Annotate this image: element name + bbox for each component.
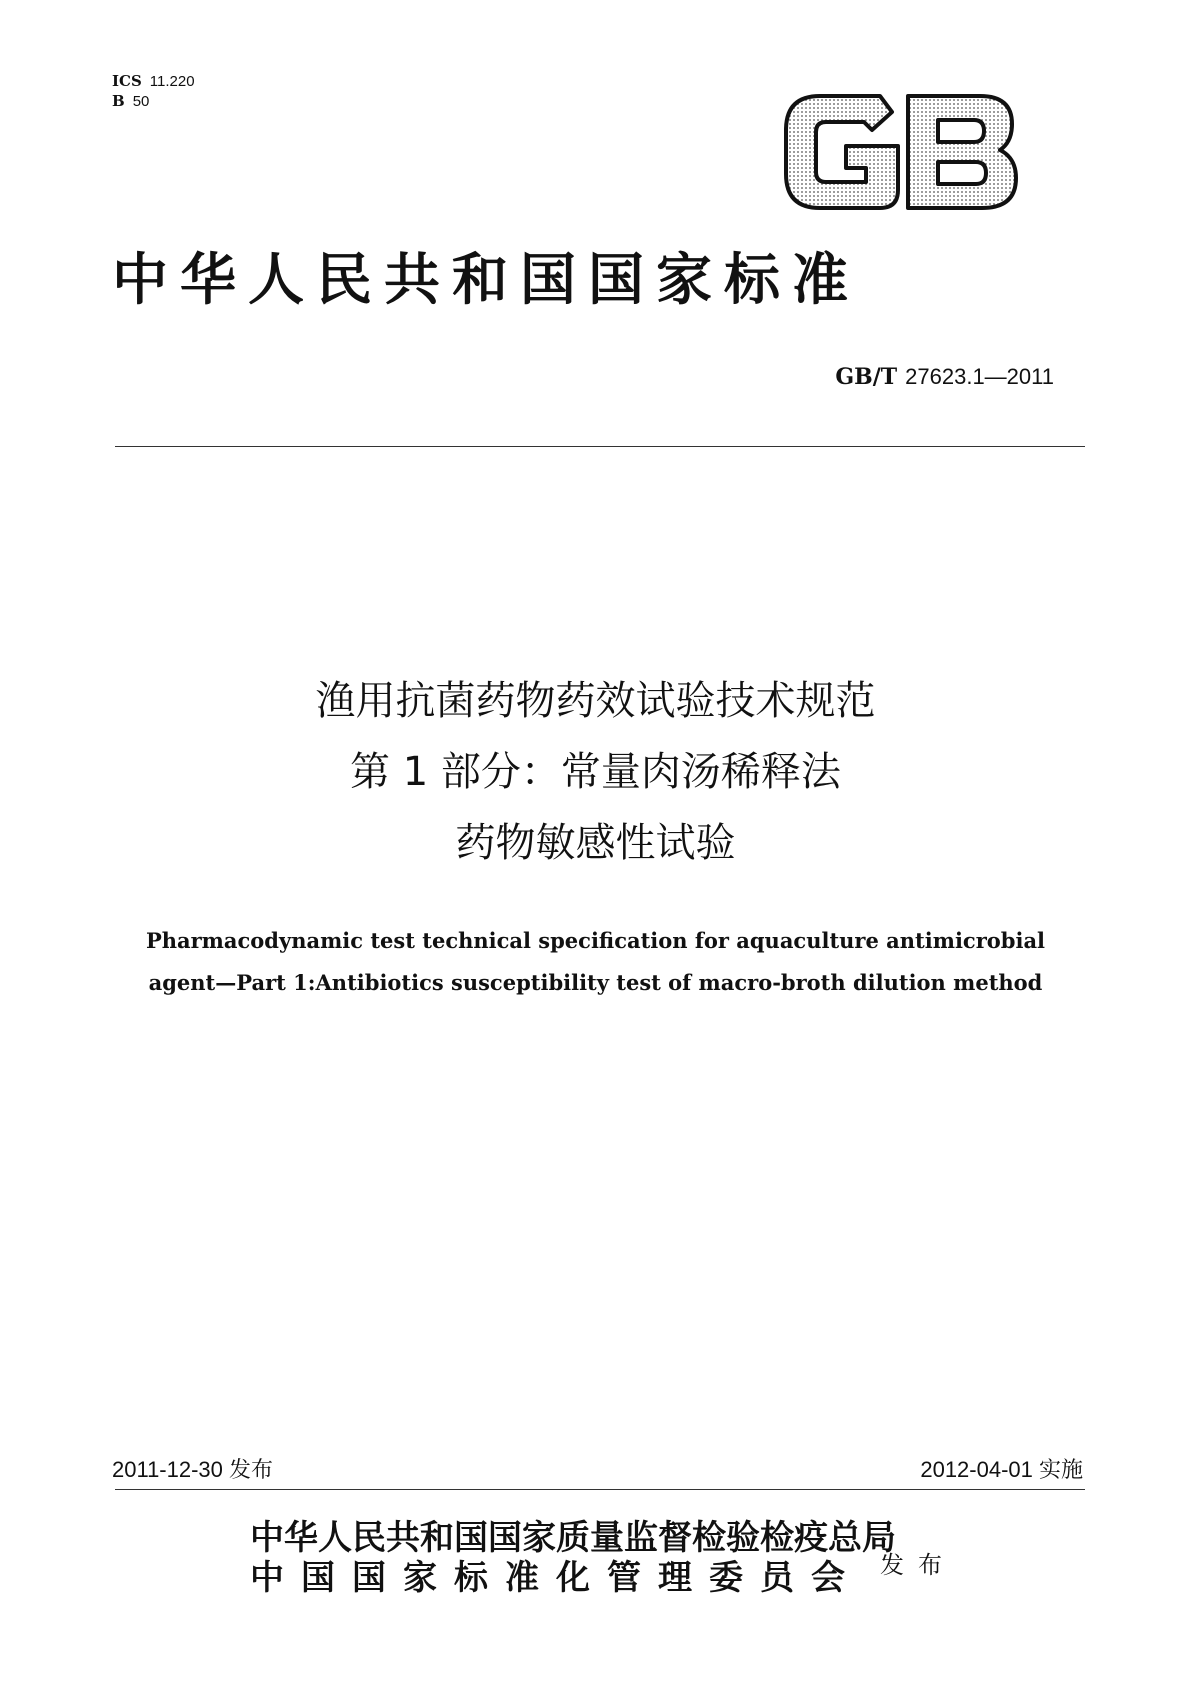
ccs-label: B — [112, 92, 125, 110]
title-cn-line-3: 药物敏感性试验 — [455, 820, 736, 866]
ccs-value: 50 — [132, 93, 150, 110]
standard-number-value: 27623.1—2011 — [905, 364, 1054, 389]
issue-date: 2011-12-30 发布 — [112, 1457, 274, 1482]
title-cn-line-2: 第 1 部分：常量肉汤稀释法 — [350, 749, 841, 795]
publish-label: 发布 — [880, 1551, 956, 1579]
ics-code — [112, 72, 195, 91]
title-en-line-1: Pharmacodynamic test technical specification for aquaculture antimicrobial — [145, 928, 1046, 953]
ics-label: ICS — [112, 72, 142, 90]
gb-logo-icon — [780, 90, 1020, 214]
issuer-aqsiq: 中华人民共和国国家质量监督检验检疫总局 — [250, 1518, 896, 1558]
title-cn-line-1: 渔用抗菌药物药效试验技术规范 — [315, 678, 876, 724]
standard-number-prefix: GB/T — [835, 364, 898, 390]
top-divider — [115, 446, 1085, 447]
ccs-code — [112, 92, 149, 111]
bottom-divider — [115, 1489, 1085, 1490]
ics-value: 11.220 — [149, 73, 195, 90]
national-standard-heading: 中华人民共和国国家标准 — [112, 248, 860, 313]
issuer-sac: 中国国家标准化管理委员会 — [250, 1558, 862, 1598]
implement-date: 2012-04-01 实施 — [920, 1457, 1083, 1482]
standard-number — [835, 364, 1054, 390]
title-en-line-2: agent—Part 1:Antibiotics susceptibility test of macro-broth dilution method — [148, 970, 1043, 995]
